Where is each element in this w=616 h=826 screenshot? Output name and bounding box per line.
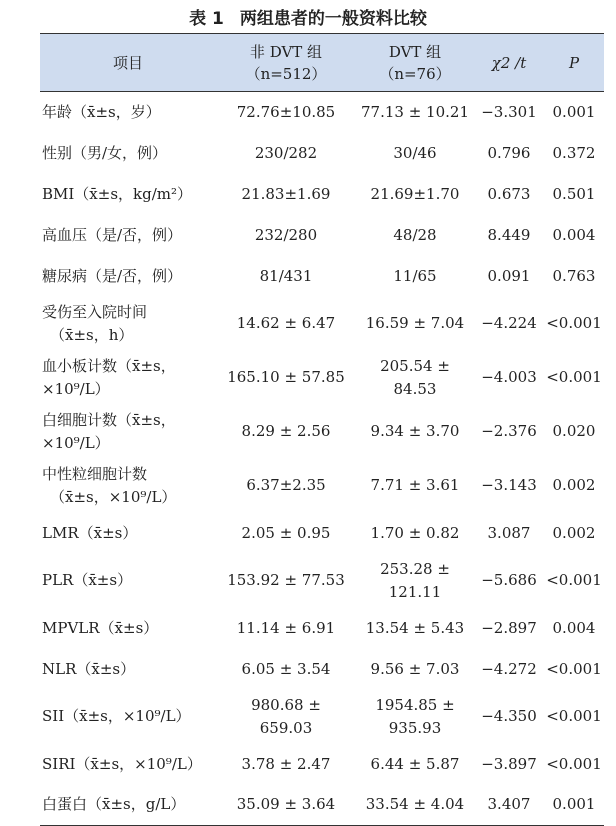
row-label [40,459,216,513]
cell-dvt [356,690,474,744]
cell-dvt [356,92,474,133]
cell-stat: −3.143 [481,476,537,494]
cell-non-dvt-line: 230/282 [254,143,318,162]
row-label-line: （x̄±s，×10⁹/L） [50,487,177,506]
cell-non-dvt [216,744,356,785]
table-header [40,34,604,92]
table-row [40,785,604,826]
row-label [40,215,216,256]
cell-non-dvt-line: 14.62 ± 6.47 [236,314,336,332]
cell-dvt [356,785,474,826]
cell-non-dvt-line: 72.76±10.85 [236,102,336,121]
row-label-line: 性别（男/女，例） [42,143,168,162]
cell-non-dvt-line: 659.03 [259,718,313,737]
cell-non-dvt-line: 2.05 ± 0.95 [241,523,331,542]
cell-non-dvt [216,608,356,649]
cell-p: 0.001 [552,795,596,814]
cell-non-dvt-line: 21.83±1.69 [241,184,331,203]
row-label-line: ×10⁹/L） [42,379,110,398]
table-caption [0,4,616,29]
cell-non-dvt-line: 8.29 ± 2.56 [241,422,331,440]
cell-stat: 3.087 [487,523,531,542]
cell-dvt-line: 205.54 ± [380,356,450,375]
header-dvt-n: （n=76） [379,64,451,83]
cell-dvt-line: 121.11 [388,582,442,601]
cell-dvt-line: 6.44 ± 5.87 [370,754,460,773]
table-title: 两组患者的一般资料比较 [239,9,427,29]
comparison-table [40,33,604,826]
table-row [40,133,604,174]
table-row [40,459,604,513]
cell-non-dvt-line: 35.09 ± 3.64 [236,795,336,814]
cell-non-dvt-line: 6.37±2.35 [246,476,326,494]
cell-dvt [356,215,474,256]
row-label-line: 白细胞计数（x̄±s， [42,410,176,429]
cell-non-dvt [216,459,356,513]
row-label-line: 中性粒细胞计数 [42,464,148,483]
cell-dvt [356,351,474,405]
cell-dvt-line: 16.59 ± 7.04 [365,314,465,332]
cell-dvt-line: 84.53 [393,379,437,398]
cell-non-dvt [216,92,356,133]
header-item: 项目 [112,53,143,72]
cell-dvt [356,649,474,690]
cell-non-dvt [216,554,356,608]
cell-dvt-line: 13.54 ± 5.43 [365,618,465,637]
header-stat: χ2 /t [491,53,527,72]
cell-dvt-line: 11/65 [393,266,437,285]
row-label [40,554,216,608]
cell-stat: 3.407 [487,795,531,814]
header-dvt-label: DVT 组 [388,42,442,61]
cell-stat: 8.449 [487,225,531,244]
cell-dvt-line: 7.71 ± 3.61 [370,476,460,494]
cell-dvt [356,459,474,513]
cell-non-dvt [216,133,356,174]
cell-non-dvt [216,215,356,256]
cell-dvt [356,405,474,459]
row-label [40,649,216,690]
table-row [40,608,604,649]
row-label [40,256,216,297]
cell-stat: −5.686 [481,571,537,589]
cell-stat: 0.091 [487,266,531,285]
row-label-line: ×10⁹/L） [42,433,110,452]
cell-dvt-line: 9.34 ± 3.70 [370,422,460,440]
cell-dvt [356,744,474,785]
table-row [40,405,604,459]
row-label [40,133,216,174]
cell-dvt-line: 253.28 ± [380,559,450,578]
header-dvt [356,34,474,92]
row-label [40,608,216,649]
row-label [40,744,216,785]
row-label [40,785,216,826]
cell-dvt [356,174,474,215]
row-label-line: LMR（x̄±s） [42,523,138,542]
cell-p: 0.002 [552,523,596,542]
cell-dvt-line: 1954.85 ± [375,695,455,714]
cell-non-dvt-line: 6.05 ± 3.54 [241,659,331,678]
table-row [40,351,604,405]
cell-p: <0.001 [546,368,602,386]
cell-p: 0.002 [552,476,596,494]
cell-dvt [356,256,474,297]
cell-p: <0.001 [546,571,602,589]
row-label-line: 高血压（是/否，例） [42,225,183,244]
cell-dvt [356,297,474,351]
cell-p: 0.020 [552,422,596,440]
cell-non-dvt [216,256,356,297]
row-label-line: BMI（x̄±s，kg/m²） [42,184,193,203]
table-row [40,297,604,351]
cell-dvt-line: 935.93 [388,718,442,737]
cell-stat: −2.376 [481,422,537,440]
table-number: 表 1 [189,9,224,29]
table-row [40,744,604,785]
cell-dvt-line: 1.70 ± 0.82 [370,523,460,542]
row-label-line: NLR（x̄±s） [42,659,136,678]
header-non-dvt-label: 非 DVT 组 [249,42,323,61]
cell-dvt [356,513,474,554]
cell-non-dvt [216,351,356,405]
table-row [40,554,604,608]
cell-non-dvt-line: 3.78 ± 2.47 [241,754,331,773]
table-row [40,174,604,215]
cell-stat: −4.272 [481,659,537,678]
table-body [40,92,604,826]
row-label-line: 年龄（x̄±s，岁） [42,102,161,121]
cell-p: <0.001 [546,707,602,725]
cell-stat: −4.350 [481,707,537,725]
row-label [40,351,216,405]
cell-non-dvt [216,513,356,554]
cell-dvt-line: 77.13 ± 10.21 [361,102,469,121]
row-label [40,405,216,459]
cell-non-dvt-line: 11.14 ± 6.91 [236,618,336,637]
row-label-line: 白蛋白（x̄±s，g/L） [42,795,186,814]
cell-non-dvt [216,174,356,215]
cell-non-dvt [216,649,356,690]
cell-dvt [356,554,474,608]
cell-p: 0.501 [552,184,596,203]
table-row [40,215,604,256]
table-row [40,92,604,133]
table-row [40,649,604,690]
row-label-line: 血小板计数（x̄±s， [42,356,176,375]
cell-p: 0.001 [552,102,596,121]
row-label [40,174,216,215]
cell-dvt [356,133,474,174]
cell-non-dvt [216,690,356,744]
cell-stat: −4.003 [481,368,537,386]
row-label [40,297,216,351]
cell-p: 0.763 [552,266,596,285]
row-label-line: SII（x̄±s，×10⁹/L） [42,707,191,725]
cell-dvt-line: 33.54 ± 4.04 [365,795,465,814]
cell-p: <0.001 [546,314,602,332]
cell-dvt-line: 30/46 [393,143,437,162]
cell-non-dvt-line: 980.68 ± [251,695,321,714]
cell-stat: 0.796 [487,143,531,162]
cell-stat: 0.673 [487,184,531,203]
row-label-line: PLR（x̄±s） [42,571,133,589]
cell-p: 0.004 [552,225,596,244]
row-label [40,92,216,133]
cell-stat: −3.897 [481,754,537,773]
cell-p: <0.001 [546,754,602,773]
row-label-line: （x̄±s，h） [50,325,134,344]
row-label-line: 受伤至入院时间 [42,302,148,321]
cell-non-dvt [216,785,356,826]
cell-dvt-line: 9.56 ± 7.03 [370,659,460,678]
cell-p: <0.001 [546,659,602,678]
cell-non-dvt [216,297,356,351]
header-non-dvt [216,34,356,92]
row-label-line: SIRI（x̄±s，×10⁹/L） [42,754,202,773]
table-row [40,256,604,297]
header-p: P [568,53,580,72]
cell-non-dvt-line: 165.10 ± 57.85 [227,368,345,386]
cell-dvt-line: 48/28 [393,225,437,244]
cell-non-dvt-line: 153.92 ± 77.53 [227,571,345,589]
cell-non-dvt [216,405,356,459]
cell-stat: −3.301 [481,102,537,121]
cell-p: 0.372 [552,143,596,162]
cell-dvt [356,608,474,649]
table-row [40,690,604,744]
cell-non-dvt-line: 232/280 [254,225,318,244]
row-label-line: MPVLR（x̄±s） [42,618,159,637]
row-label [40,690,216,744]
cell-dvt-line: 21.69±1.70 [370,184,460,203]
cell-stat: −4.224 [481,314,537,332]
row-label [40,513,216,554]
cell-stat: −2.897 [481,618,537,637]
header-non-dvt-n: （n=512） [245,64,327,83]
cell-non-dvt-line: 81/431 [259,266,313,285]
cell-p: 0.004 [552,618,596,637]
row-label-line: 糖尿病（是/否，例） [42,266,183,285]
table-row [40,513,604,554]
